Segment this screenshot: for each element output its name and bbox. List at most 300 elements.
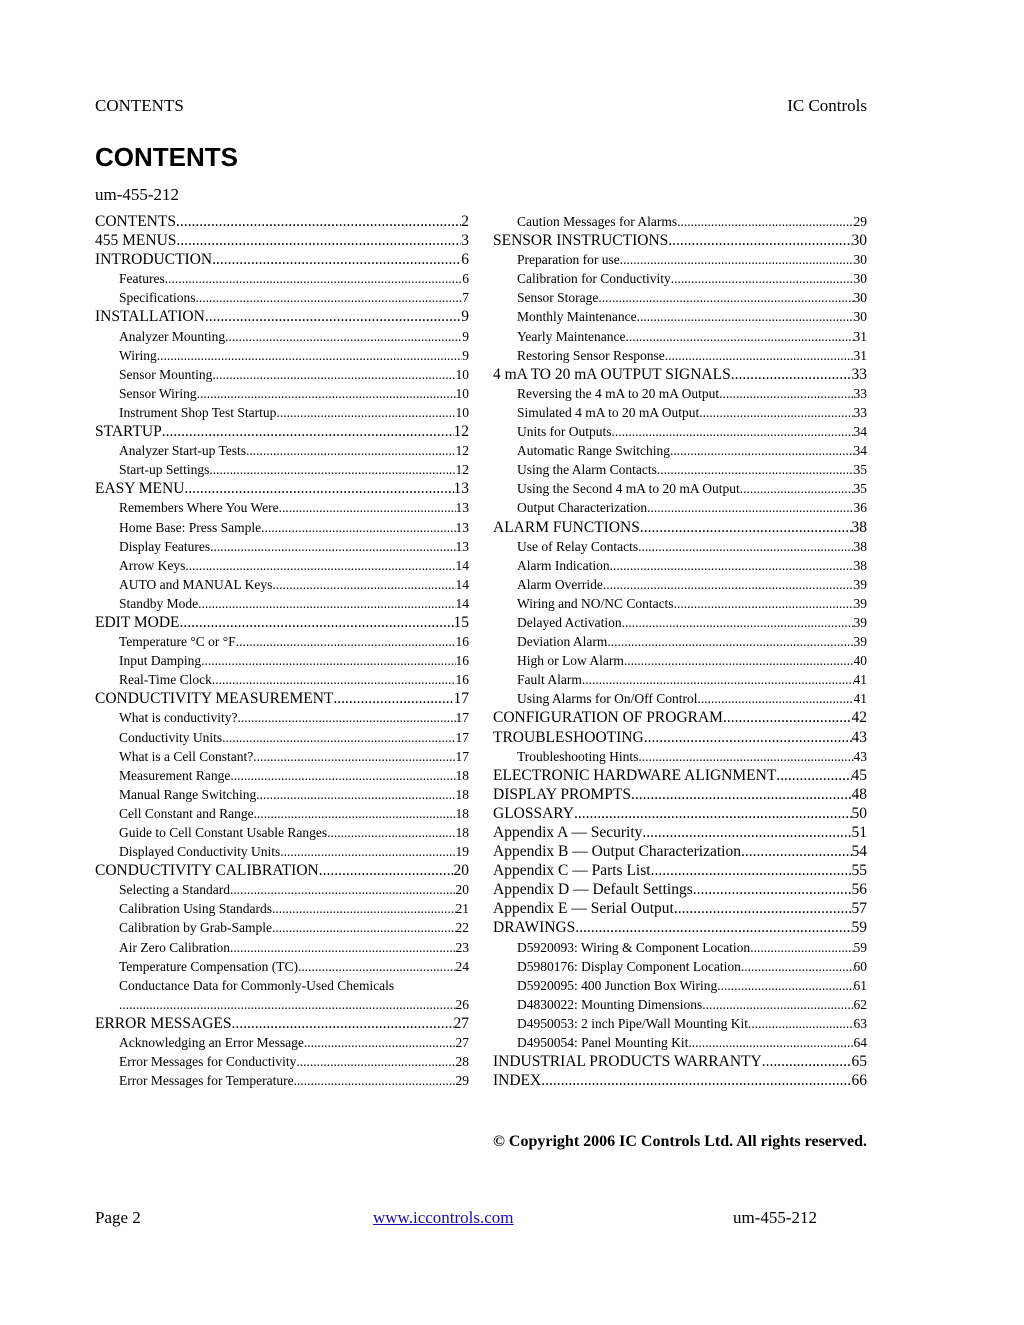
toc-entry-page: 2: [461, 213, 469, 230]
toc-entry-page: 21: [455, 901, 469, 917]
toc-entry-title: Appendix A — Security: [493, 824, 643, 841]
toc-entry-title: INDUSTRIAL PRODUCTS WARRANTY: [493, 1053, 762, 1071]
toc-dot-leader: [750, 938, 853, 957]
toc-entry-title: EDIT MODE: [95, 613, 180, 631]
toc-dot-leader: [612, 422, 854, 441]
toc-dot-leader: [253, 747, 455, 766]
toc-entry-page: 13: [455, 519, 469, 535]
header-section-label: CONTENTS: [95, 96, 184, 115]
toc-entry-title: CONTENTS: [95, 213, 176, 230]
toc-dot-leader: [631, 785, 852, 804]
toc-entry-title: Temperature Compensation (TC): [119, 958, 299, 974]
toc-section-entry[interactable]: [493, 880, 867, 899]
toc-entry-title: CONFIGURATION OF PROGRAM: [493, 709, 723, 727]
toc-section-entry[interactable]: [95, 422, 469, 441]
toc-dot-leader: [741, 842, 852, 861]
toc-entry-title: Display Features: [119, 538, 211, 554]
toc-dot-leader: [296, 1052, 455, 1071]
toc-dot-leader: [198, 594, 455, 613]
toc-entry-page: 14: [455, 557, 469, 573]
toc-entry-page: 14: [455, 576, 469, 592]
toc-subsection-entry[interactable]: [95, 766, 469, 785]
toc-dot-leader: [719, 384, 853, 403]
toc-dot-leader: [276, 403, 455, 422]
toc-subsection-entry[interactable]: [493, 269, 867, 288]
footer-page-number: Page 2: [95, 1208, 141, 1227]
toc-entry-page: 48: [851, 785, 867, 803]
toc-subsection-entry[interactable]: [493, 307, 867, 326]
toc-section-entry[interactable]: [493, 804, 867, 823]
toc-subsection-entry[interactable]: [493, 632, 867, 651]
toc-dot-leader: [717, 976, 853, 995]
toc-subsection-entry[interactable]: [493, 498, 867, 517]
toc-entry-title: CONDUCTIVITY CALIBRATION: [95, 862, 319, 880]
toc-section-entry[interactable]: [95, 250, 469, 269]
toc-section-entry[interactable]: [493, 766, 867, 785]
toc-subsection-entry[interactable]: [95, 632, 469, 651]
toc-left-column: [95, 212, 469, 1090]
toc-subsection-entry[interactable]: [95, 346, 469, 365]
toc-subsection-entry[interactable]: [493, 957, 867, 976]
toc-subsection-entry[interactable]: [95, 269, 469, 288]
toc-subsection-entry[interactable]: [95, 594, 469, 613]
toc-dot-leader: [748, 1014, 853, 1033]
toc-entry-title: Wiring: [119, 347, 157, 363]
toc-dot-leader: [541, 1071, 851, 1090]
toc-entry-page: 29: [853, 214, 867, 229]
toc-right-column: [493, 212, 867, 1090]
toc-dot-leader: [230, 880, 456, 899]
toc-section-entry[interactable]: [493, 861, 867, 880]
toc-entry-title: Using the Alarm Contacts: [517, 462, 657, 478]
toc-dot-leader: [162, 422, 454, 441]
toc-dot-leader: [637, 307, 854, 326]
toc-subsection-entry[interactable]: [95, 651, 469, 670]
toc-entry-title: Delayed Activation: [517, 614, 622, 630]
toc-entry-title: Conductivity Units: [119, 729, 223, 745]
toc-entry-title: Yearly Maintenance: [517, 328, 626, 344]
toc-subsection-entry[interactable]: [493, 212, 867, 231]
toc-entry-page: 14: [455, 595, 469, 611]
toc-entry-title: DRAWINGS: [493, 919, 576, 937]
toc-entry-page: 63: [853, 1015, 867, 1031]
toc-entry-title: Remembers Where You Were: [119, 500, 279, 516]
toc-entry-title: High or Low Alarm: [517, 653, 624, 669]
toc-entry-title: D5980176: Display Component Location: [517, 958, 741, 974]
toc-section-entry[interactable]: [493, 231, 867, 250]
toc-entry-page: 7: [462, 290, 469, 306]
toc-entry-page: 66: [851, 1072, 867, 1090]
toc-left-list: [95, 212, 469, 976]
toc-entry-page: 10: [455, 404, 469, 420]
toc-subsection-entry[interactable]: [95, 708, 469, 727]
toc-subsection-entry[interactable]: [493, 575, 867, 594]
toc-entry-title: Output Characterization: [517, 500, 648, 516]
toc-dot-leader: [698, 689, 854, 708]
toc-entry-page: 41: [853, 672, 867, 688]
toc-subsection-entry[interactable]: [493, 460, 867, 479]
toc-entry-title: Instrument Shop Test Startup: [119, 404, 277, 420]
toc-entry-title: Calibration Using Standards: [119, 901, 272, 917]
toc-dot-leader: [197, 384, 456, 403]
toc-entry-page: 30: [853, 309, 867, 325]
toc-dot-leader: [638, 537, 853, 556]
toc-subsection-entry[interactable]: [493, 327, 867, 346]
footer-website-link[interactable]: www.iccontrols.com: [373, 1208, 514, 1227]
toc-subsection-entry[interactable]: [493, 594, 867, 613]
toc-section-entry[interactable]: [493, 708, 867, 727]
toc-right-list: [493, 212, 867, 1090]
toc-subsection-entry[interactable]: [493, 1014, 867, 1033]
toc-subsection-entry[interactable]: [95, 575, 469, 594]
toc-entry-title: CONDUCTIVITY MEASUREMENT: [95, 690, 334, 708]
toc-subsection-entry[interactable]: [493, 384, 867, 403]
toc-subsection-entry[interactable]: [95, 537, 469, 556]
toc-entry-page: 56: [851, 881, 867, 899]
toc-dot-leader: [157, 346, 463, 365]
toc-subsection-entry[interactable]: [95, 288, 469, 307]
toc-subsection-entry[interactable]: [493, 1033, 867, 1052]
toc-dot-leader: [657, 460, 854, 479]
toc-entry-title: Manual Range Switching: [119, 786, 257, 802]
toc-entry-title: Selecting a Standard: [119, 882, 230, 898]
toc-entry-title: INTRODUCTION: [95, 251, 213, 269]
toc-entry-page: 39: [853, 614, 867, 630]
toc-entry-title: Standby Mode: [119, 595, 199, 611]
toc-entry-page: 27: [453, 1014, 469, 1032]
toc-entry-title: Error Messages for Temperature: [119, 1073, 294, 1089]
toc-entry-page: 17: [455, 748, 469, 764]
toc-entry-page: 30: [853, 271, 867, 287]
toc-entry-title: EASY MENU: [95, 480, 185, 498]
toc-subsection-entry[interactable]: [95, 785, 469, 804]
toc-entry-page: 54: [851, 843, 867, 861]
toc-subsection-entry[interactable]: [493, 747, 867, 766]
toc-entry-title: Error Messages for Conductivity: [119, 1054, 297, 1070]
toc-section-entry[interactable]: [493, 899, 867, 918]
toc-entry-title: Troubleshooting Hints: [517, 748, 639, 764]
toc-dot-leader: [625, 327, 853, 346]
toc-dot-leader: [180, 613, 454, 632]
toc-dot-leader: [195, 288, 462, 307]
toc-subsection-entry[interactable]: [95, 460, 469, 479]
toc-entry-title: Restoring Sensor Response: [517, 347, 665, 363]
toc-entry-page: 30: [853, 290, 867, 306]
toc-dot-leader: [607, 632, 853, 651]
toc-section-entry[interactable]: [493, 728, 867, 747]
toc-entry-page: 62: [853, 996, 867, 1012]
toc-entry-page: 16: [455, 672, 469, 688]
toc-entry-page: 18: [455, 767, 469, 783]
toc-entry-title: Conductance Data for Commonly-Used Chemicals: [119, 977, 395, 993]
toc-section-entry[interactable]: [493, 785, 867, 804]
toc-entry-page: 28: [455, 1054, 469, 1070]
toc-dot-leader: [222, 728, 455, 747]
toc-entry-title: Analyzer Mounting: [119, 328, 226, 344]
toc-subsection-entry[interactable]: [95, 327, 469, 346]
toc-entry-page: 33: [853, 385, 867, 401]
toc-entry-page: 34: [853, 424, 867, 440]
toc-entry-page: 16: [455, 634, 469, 650]
toc-subsection-entry[interactable]: [95, 747, 469, 766]
toc-entry-page: 31: [853, 328, 867, 344]
toc-entry-page: 59: [853, 939, 867, 955]
toc-subsection-entry[interactable]: [95, 384, 469, 403]
running-header: [95, 96, 867, 120]
toc-entry-page: 18: [455, 805, 469, 821]
toc-dot-leader: [176, 212, 461, 231]
toc-section-entry[interactable]: [493, 842, 867, 861]
toc-dot-leader: [230, 766, 455, 785]
toc-subsection-entry[interactable]: [95, 899, 469, 918]
toc-entry-page: 65: [851, 1053, 867, 1071]
toc-section-entry[interactable]: [95, 307, 469, 326]
toc-entry-page: 43: [851, 728, 867, 746]
page-title: CONTENTS: [95, 142, 238, 172]
toc-entry-page: 23: [455, 939, 469, 955]
toc-dot-leader: [294, 1071, 456, 1090]
toc-entry-title: Deviation Alarm: [517, 634, 608, 650]
toc-entry-page: 10: [455, 385, 469, 401]
toc-dot-leader: [640, 518, 852, 537]
toc-entry-title: STARTUP: [95, 423, 162, 441]
toc-subsection-entry[interactable]: [95, 1033, 469, 1052]
toc-section-entry[interactable]: [493, 823, 867, 842]
toc-dot-leader: [638, 747, 853, 766]
toc-entry-title: Calibration for Conductivity: [517, 271, 671, 287]
toc-entry-title: Sensor Mounting: [119, 366, 213, 382]
toc-entry-page: 57: [851, 900, 867, 918]
toc-subsection-entry[interactable]: [95, 880, 469, 899]
toc-entry-page: 40: [853, 653, 867, 669]
toc-entry-title: Wiring and NO/NC Contacts: [517, 595, 674, 611]
toc-entry-page: 33: [851, 365, 867, 383]
toc-entry-title: Sensor Wiring: [119, 385, 197, 401]
toc-entry-title: Input Damping: [119, 653, 202, 669]
toc-entry-title: Acknowledging an Error Message: [119, 1035, 304, 1051]
toc-subsection-entry[interactable]: [95, 1071, 469, 1090]
toc-entry-page: 6: [462, 271, 469, 287]
toc-section-entry[interactable]: [95, 1014, 469, 1033]
toc-dot-leader: [620, 250, 854, 269]
toc-subsection-entry[interactable]: [95, 498, 469, 517]
toc-subsection-entry[interactable]: [95, 842, 469, 861]
toc-entry-page: 51: [851, 824, 867, 841]
toc-dot-leader: [731, 365, 852, 384]
toc-dot-leader: [671, 269, 854, 288]
toc-entry-title: What is conductivity?: [119, 710, 238, 726]
toc-dot-leader: [209, 460, 455, 479]
toc-entry-page: 42: [851, 709, 867, 727]
toc-dot-leader: [319, 861, 454, 880]
toc-subsection-entry[interactable]: [493, 938, 867, 957]
toc-entry-title: What is a Cell Constant?: [119, 748, 254, 764]
toc-section-entry[interactable]: [95, 231, 469, 250]
toc-subsection-entry[interactable]: [493, 613, 867, 632]
toc-dot-leader: [723, 708, 852, 727]
toc-dot-leader: [165, 269, 463, 288]
toc-entry-page: 39: [853, 595, 867, 611]
toc-dot-leader: [256, 785, 455, 804]
toc-dot-leader: [762, 1052, 852, 1071]
toc-dot-leader: [280, 842, 455, 861]
toc-entry-title: DISPLAY PROMPTS: [493, 785, 631, 803]
toc-section-entry[interactable]: [493, 518, 867, 537]
toc-dot-leader: [741, 957, 854, 976]
toc-entry-title: Appendix C — Parts List: [493, 862, 651, 880]
toc-dot-leader: [212, 365, 455, 384]
copyright-notice: © Copyright 2006 IC Controls Ltd. All rights reserved.: [492, 1133, 867, 1150]
toc-entry-title: Real-Time Clock: [119, 672, 212, 688]
page-footer: [95, 1208, 817, 1232]
toc-entry-title: D4950054: Panel Mounting Kit: [517, 1035, 689, 1051]
toc-entry-page: 43: [853, 748, 867, 764]
toc-entry-wrapped[interactable]: [95, 976, 469, 1014]
toc-entry-page: 12: [455, 443, 469, 459]
toc-subsection-entry[interactable]: [95, 728, 469, 747]
toc-subsection-entry[interactable]: [493, 403, 867, 422]
toc-entry-page: 10: [455, 366, 469, 382]
toc-entry-title: Alarm Indication: [517, 557, 610, 573]
toc-subsection-entry[interactable]: [95, 957, 469, 976]
toc-dot-leader: [610, 556, 854, 575]
toc-subsection-entry[interactable]: [493, 651, 867, 670]
toc-subsection-entry[interactable]: [493, 556, 867, 575]
toc-dot-leader: [272, 918, 456, 937]
toc-left-tail-list: [95, 1014, 469, 1090]
toc-subsection-entry[interactable]: [493, 537, 867, 556]
toc-section-entry[interactable]: [493, 1052, 867, 1071]
toc-entry-title: Using the Second 4 mA to 20 mA Output: [517, 481, 740, 497]
toc-subsection-entry[interactable]: [95, 823, 469, 842]
toc-dot-leader: [246, 441, 455, 460]
toc-subsection-entry[interactable]: [95, 918, 469, 937]
toc-dot-leader: [304, 1033, 456, 1052]
toc-subsection-entry[interactable]: [95, 1052, 469, 1071]
toc-subsection-entry[interactable]: [493, 441, 867, 460]
toc-section-entry[interactable]: [493, 1071, 867, 1090]
toc-subsection-entry[interactable]: [95, 938, 469, 957]
toc-subsection-entry[interactable]: [95, 556, 469, 575]
toc-entry-title: D5920093: Wiring & Component Location: [517, 939, 751, 955]
toc-subsection-entry[interactable]: [95, 365, 469, 384]
toc-entry-page: 19: [455, 844, 469, 860]
toc-dot-leader: [210, 537, 455, 556]
toc-section-entry[interactable]: [95, 212, 469, 231]
toc-dot-leader: [119, 995, 456, 1014]
toc-subsection-entry[interactable]: [95, 518, 469, 537]
toc-subsection-entry[interactable]: [493, 670, 867, 689]
toc-entry-page: 61: [853, 977, 867, 993]
toc-dot-leader: [776, 766, 851, 785]
toc-entry-page: 38: [853, 557, 867, 573]
toc-section-entry[interactable]: [95, 861, 469, 880]
toc-entry-page: 20: [453, 862, 469, 880]
toc-section-entry[interactable]: [95, 613, 469, 632]
toc-subsection-entry[interactable]: [493, 976, 867, 995]
toc-entry-title: Start-up Settings: [119, 462, 210, 478]
toc-subsection-entry[interactable]: [95, 670, 469, 689]
toc-subsection-entry[interactable]: [95, 804, 469, 823]
toc-entry-page: 27: [455, 1035, 469, 1051]
toc-dot-leader: [254, 804, 456, 823]
toc-entry-page: 35: [853, 462, 867, 478]
toc-dot-leader: [205, 307, 461, 326]
toc-dot-leader: [644, 728, 852, 747]
toc-entry-title: D5920095: 400 Junction Box Wiring: [517, 977, 718, 993]
toc-section-entry[interactable]: [95, 479, 469, 498]
toc-entry-title: Guide to Cell Constant Usable Ranges: [119, 825, 328, 840]
toc-entry-title: Preparation for use: [517, 252, 620, 268]
toc-dot-leader: [225, 327, 462, 346]
toc-dot-leader: [674, 899, 852, 918]
toc-entry-page: 12: [453, 423, 469, 441]
toc-entry-page: 35: [853, 481, 867, 497]
toc-entry-page: 41: [853, 691, 867, 707]
toc-entry-title: Displayed Conductivity Units: [119, 844, 281, 860]
toc-dot-leader: [184, 479, 453, 498]
toc-entry-title: TROUBLESHOOTING: [493, 728, 644, 746]
toc-entry-page: 45: [851, 766, 867, 784]
toc-section-entry[interactable]: [95, 689, 469, 708]
toc-subsection-entry[interactable]: [493, 995, 867, 1014]
toc-entry-page: 29: [455, 1073, 469, 1089]
toc-entry-page: 9: [462, 347, 469, 363]
toc-subsection-entry[interactable]: [493, 250, 867, 269]
toc-entry-title: Caution Messages for Alarms: [517, 214, 678, 229]
toc-entry-page: 13: [455, 538, 469, 554]
toc-subsection-entry[interactable]: [95, 441, 469, 460]
document-number: um-455-212: [95, 185, 180, 204]
toc-entry-title: D4950053: 2 inch Pipe/Wall Mounting Kit: [517, 1015, 749, 1031]
toc-entry-page: 18: [455, 825, 469, 840]
toc-subsection-entry[interactable]: [493, 422, 867, 441]
header-company-name: IC Controls: [787, 96, 867, 115]
toc-subsection-entry[interactable]: [493, 479, 867, 498]
toc-dot-leader: [272, 575, 455, 594]
toc-entry-page: 22: [455, 920, 469, 936]
toc-entry-page: 3: [461, 232, 469, 250]
toc-subsection-entry[interactable]: [95, 403, 469, 422]
toc-dot-leader: [699, 403, 853, 422]
toc-entry-title: Features: [119, 271, 165, 287]
toc-entry-title: INDEX: [493, 1072, 542, 1090]
toc-dot-leader: [740, 479, 854, 498]
toc-subsection-entry[interactable]: [493, 346, 867, 365]
toc-dot-leader: [582, 670, 854, 689]
toc-entry-page: 17: [455, 729, 469, 745]
toc-dot-leader: [212, 250, 461, 269]
toc-dot-leader: [201, 651, 455, 670]
toc-subsection-entry[interactable]: [493, 689, 867, 708]
toc-entry-title: 4 mA TO 20 mA OUTPUT SIGNALS: [493, 365, 731, 383]
toc-dot-leader: [642, 823, 851, 842]
toc-entry-title: Measurement Range: [119, 767, 231, 783]
toc-entry-page: 64: [853, 1035, 867, 1051]
toc-entry-title: Calibration by Grab-Sample: [119, 920, 272, 936]
toc-section-entry[interactable]: [493, 365, 867, 384]
toc-dot-leader: [668, 231, 851, 250]
toc-entry-title: ALARM FUNCTIONS: [493, 518, 640, 536]
toc-dot-leader: [651, 861, 852, 880]
toc-dot-leader: [176, 231, 461, 250]
toc-dot-leader: [230, 938, 456, 957]
toc-subsection-entry[interactable]: [493, 288, 867, 307]
toc-entry-title: Simulated 4 mA to 20 mA Output: [517, 404, 700, 420]
toc-entry-title: ELECTRONIC HARDWARE ALIGNMENT: [493, 766, 777, 784]
toc-section-entry[interactable]: [493, 918, 867, 937]
toc-entry-title: Appendix E — Serial Output: [493, 900, 674, 918]
